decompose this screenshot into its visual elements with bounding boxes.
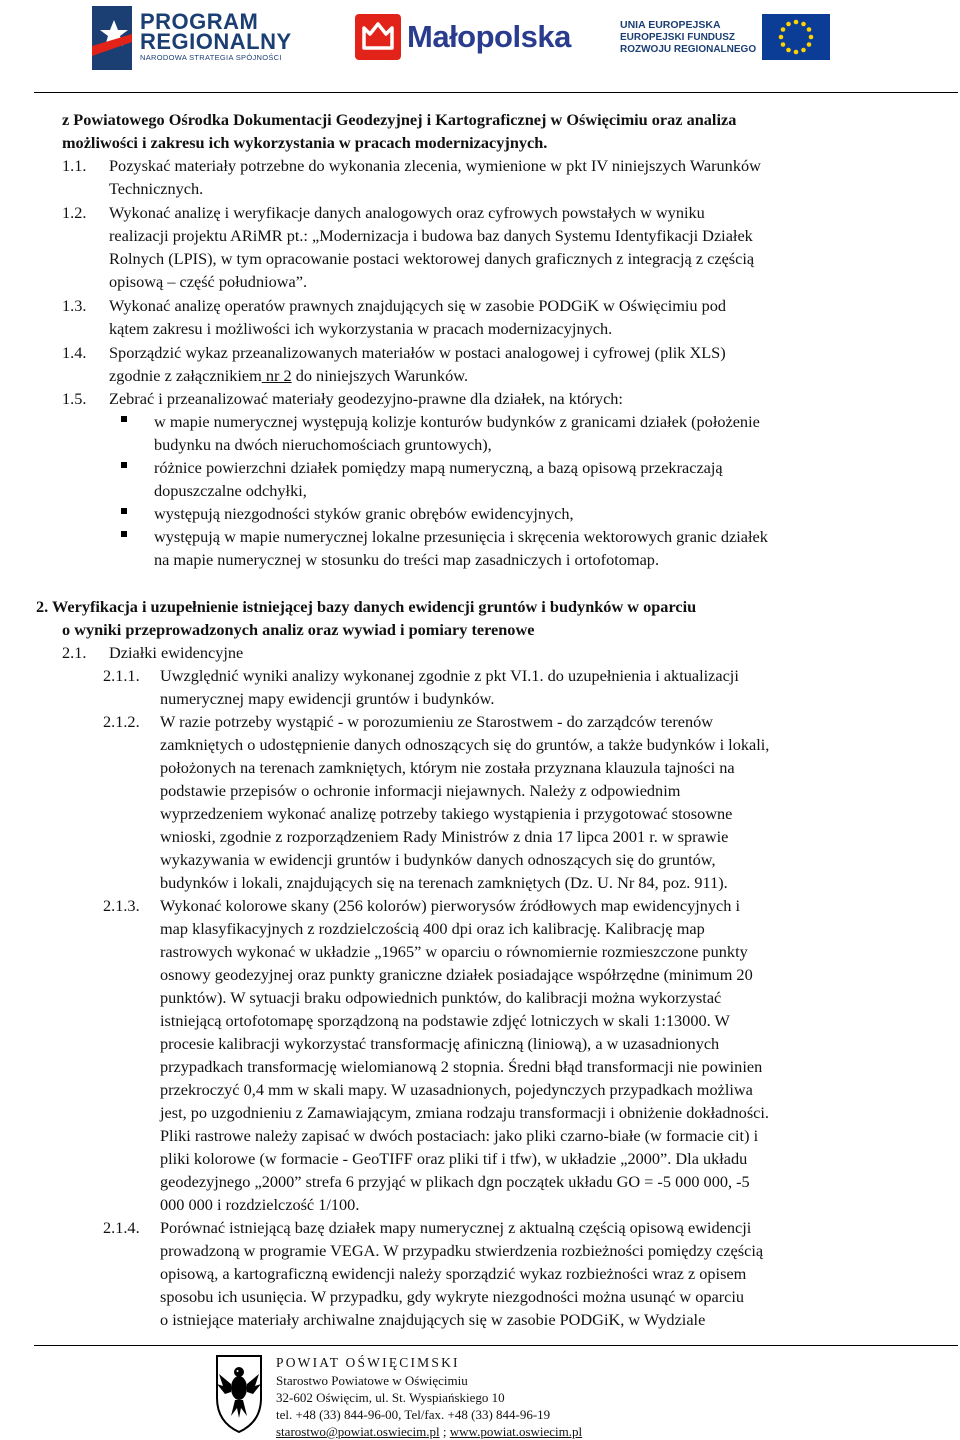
item-line: kątem zakresu i możliwości ich wykorzystania w pracach modernizacyjnych. xyxy=(109,319,613,338)
footer-title: POWIAT OŚWIĘCIMSKI xyxy=(276,1355,460,1370)
item-line: budynków i lokali, znajdujących się na terenach zamkniętych (Dz. U. Nr 84, poz. 911). xyxy=(160,873,728,892)
item-line: sposobu ich usunięcia. W przypadku, gdy wykryte niezgodności można usunąć w oparciu xyxy=(160,1287,745,1306)
item-line: numerycznej mapy ewidencji gruntów i budynków. xyxy=(160,689,495,708)
bullet-marker xyxy=(121,462,127,468)
item-number: 2.1.3. xyxy=(103,896,140,915)
malopolska-logo xyxy=(355,14,571,60)
item-line: Wykonać analizę i weryfikacje danych analogowych oraz cyfrowych powstałych w wyniku xyxy=(109,203,705,222)
item-line: osnowy geodezyjnej oraz punkty graniczne działek posiadające współrzędne (minimum 20 xyxy=(160,965,753,984)
item-text: do niniejszych Warunków. xyxy=(291,366,469,385)
bullet-marker xyxy=(121,416,127,422)
item-line: W razie potrzeby wystąpić - w porozumieniu ze Starostwem - do zarządców terenów xyxy=(160,712,714,731)
intro-line-2: możliwości i zakresu ich wykorzystania w pracach modernizacyjnych. xyxy=(62,133,548,152)
region-name: Małopolska xyxy=(407,19,571,54)
subsection-title: Działki ewidencyjne xyxy=(109,643,244,662)
item-line: jest, po uzgodnieniu z Zamawiającym, zmiana rodzaju transformacji i obniżenie dokładności. xyxy=(160,1103,769,1122)
item-number: 1.5. xyxy=(62,389,87,408)
item-line: pliki kolorowe (w formacie - GeoTIFF oraz pliki tif i tfw), w układzie „2000”. Dla układu xyxy=(160,1149,748,1168)
item-line: przypadkach transformację wielomianową 2 stopnia. Średni błąd transformacji nie powinien xyxy=(160,1057,763,1076)
bullet-line: występują w mapie numerycznej lokalne przesunięcia i skręcenia wektorowych granic działek xyxy=(154,527,768,546)
item-line: Wykonać analizę operatów prawnych znajdujących się w zasobie PODGiK w Oświęcimiu pod xyxy=(109,296,727,315)
item-line: o istniejące materiały archiwalne znajdujących się w zasobie PODGiK, w Wydziale xyxy=(160,1310,706,1329)
footer-contacts xyxy=(276,1423,582,1440)
program-logo-line2: REGIONALNY xyxy=(140,29,292,54)
item-line: punktów). W sytuacji braku odpowiednich punktów, do kalibracji można wykorzystać xyxy=(160,988,722,1007)
item-line: Uwzględnić wyniki analizy wykonanej zgodnie z pkt VI.1. do uzupełnienia i aktualizacji xyxy=(160,666,739,685)
section-heading-line-2: o wyniki przeprowadzonych analiz oraz wywiad i pomiary terenowe xyxy=(62,620,535,639)
bullet-marker xyxy=(121,508,127,514)
bullet-line: na mapie numerycznej w stosunku do treści map zasadniczych i ortofotomap. xyxy=(154,550,660,569)
item-line: realizacji projektu ARiMR pt.: „Modernizacja i budowa baz danych Systemu Identyfikacji Działek xyxy=(109,226,753,245)
program-logo-line1: PROGRAM xyxy=(140,9,259,34)
program-logo-line3: NARODOWA STRATEGIA SPÓJNOŚCI xyxy=(140,53,282,62)
eu-logo-line2: EUROPEJSKI FUNDUSZ xyxy=(620,31,736,43)
item-line: Zebrać i przeanalizować materiały geodezyjno-prawne dla działek, na których: xyxy=(109,389,623,408)
item-line: Rolnych (LPIS), w tym opracowanie postaci wektorowej danych graficznych z integracją z częścią xyxy=(109,249,755,268)
item-line: opisową – część południowa”. xyxy=(109,272,308,291)
item-line-with-link xyxy=(109,364,468,387)
item-line: prowadzoną w programie VEGA. W przypadku stwierdzenia rozbieżności pomiędzy częścią xyxy=(160,1241,764,1260)
item-line: istniejącą ortofotomapę sporządzoną na podstawie zdjęć lotniczych w skali 1:13000. W xyxy=(160,1011,730,1030)
item-line: podstawie przepisów o ochronie informacji niejawnych. Należy z odpowiednim xyxy=(160,781,681,800)
item-line: map klasyfikacyjnych z rozdzielczością 400 dpi oraz ich kalibrację. Kalibrację map xyxy=(160,919,705,938)
bullet-line: występują niezgodności styków granic obrębów ewidencyjnych, xyxy=(154,504,574,523)
item-line: rastrowych wykonać w układzie „1965” w oparciu o równomiernie rozmieszczone punkty xyxy=(160,942,748,961)
footer-address: 32-602 Oświęcim, ul. St. Wyspiańskiego 10 xyxy=(276,1390,505,1405)
item-number: 2.1.1. xyxy=(103,666,140,685)
item-number: 2.1.2. xyxy=(103,712,140,731)
item-line: opisową, a kartograficzną ewidencji należy sporządzić wykaz rozbieżności wraz z opisem xyxy=(160,1264,747,1283)
attachment-link[interactable]: nr 2 xyxy=(261,366,292,385)
item-line: wykazywania w ewidencji gruntów i budynków danych odnoszących się do gruntów, xyxy=(160,850,716,869)
bullet-line: dopuszczalne odchyłki, xyxy=(154,481,307,500)
footer-divider xyxy=(34,1345,958,1346)
item-text: zgodnie z załącznikiem xyxy=(109,366,262,385)
footer-email-link[interactable]: starostwo@powiat.oswiecim.pl xyxy=(276,1424,440,1439)
item-line: wyprzedzeniem wykonać analizę potrzeby takiego wystąpienia i przygotować stosowne xyxy=(160,804,733,823)
item-number: 1.2. xyxy=(62,203,87,222)
item-number: 1.1. xyxy=(62,156,87,175)
bullet-line: w mapie numerycznej występują kolizje konturów budynków z granicami działek (położenie xyxy=(154,412,760,431)
page-header xyxy=(0,0,960,82)
bullet-marker xyxy=(121,531,127,537)
intro-line-1: z Powiatowego Ośrodka Dokumentacji Geodezyjnej i Kartograficznej w Oświęcimiu oraz analiza xyxy=(62,110,737,129)
item-line: Wykonać kolorowe skany (256 kolorów) pierworysów źródłowych map ewidencyjnych i xyxy=(160,896,741,915)
footer-website-link[interactable]: www.powiat.oswiecim.pl xyxy=(449,1424,583,1439)
item-line: procesie kalibracji wykorzystać transformację afiniczną (liniową), a w uzasadnionych xyxy=(160,1034,720,1053)
footer-separator: ; xyxy=(439,1424,450,1439)
item-line: Technicznych. xyxy=(109,179,204,198)
header-divider xyxy=(34,92,958,93)
eu-logo xyxy=(620,14,830,60)
footer-office: Starostwo Powiatowe w Oświęcimiu xyxy=(276,1373,468,1388)
item-number: 1.3. xyxy=(62,296,87,315)
item-line: Sporządzić wykaz przeanalizowanych materiałów w postaci analogowej i cyfrowej (plik XLS) xyxy=(109,343,726,362)
item-line: przekroczyć 0,4 mm w skali mapy. W uzasadnionych, pojedynczych przypadkach możliwa xyxy=(160,1080,753,1099)
section-heading-line-1: 2. Weryfikacja i uzupełnienie istniejącej bazy danych ewidencji gruntów i budynków w oparciu xyxy=(36,597,697,616)
eu-flag-icon xyxy=(762,14,830,60)
item-number: 1.4. xyxy=(62,343,87,362)
footer-phone: tel. +48 (33) 844-96-00, Tel/fax. +48 (33) 844-96-19 xyxy=(276,1407,551,1422)
bullet-line: budynku na dwóch nieruchomościach gruntowych), xyxy=(154,435,492,454)
eu-logo-line3: ROZWOJU REGIONALNEGO xyxy=(620,43,757,55)
item-line: Pliki rastrowe należy zapisać w dwóch postaciach: jako pliki czarno-białe (w formacie cit) i xyxy=(160,1126,759,1145)
item-line: wnioski, zgodnie z rozporządzeniem Rady Ministrów z dnia 17 lipca 2001 r. w sprawie xyxy=(160,827,729,846)
item-line: zamkniętych o udostępnienie danych odnoszących się do gruntów, a także budynków i lokali, xyxy=(160,735,770,754)
item-line: 000 000 i rozdzielczość 1/100. xyxy=(160,1195,360,1214)
malopolska-emblem-icon xyxy=(355,14,401,60)
nss-flag-icon xyxy=(92,6,132,70)
item-line: położonych na terenach zamkniętych, którym nie została przyznana klauzula tajności na xyxy=(160,758,735,777)
program-regionalny-logo xyxy=(92,6,292,70)
bullet-line: różnice powierzchni działek pomiędzy mapą numeryczną, a bazą opisową przekraczają xyxy=(154,458,723,477)
subsection-number: 2.1. xyxy=(62,643,87,662)
powiat-crest-icon xyxy=(213,1350,265,1436)
item-number: 2.1.4. xyxy=(103,1218,140,1237)
eu-logo-line1: UNIA EUROPEJSKA xyxy=(620,18,721,31)
item-line: Porównać istniejącą bazę działek mapy numerycznej z aktualną częścią opisową ewidencji xyxy=(160,1218,752,1237)
item-line: Pozyskać materiały potrzebne do wykonania zlecenia, wymienione w pkt IV niniejszych Warunków xyxy=(109,156,761,175)
item-line: geodezyjnego „2000” strefa 6 przyjąć w plikach dgn początek układu GO = -5 000 000, -5 xyxy=(160,1172,750,1191)
